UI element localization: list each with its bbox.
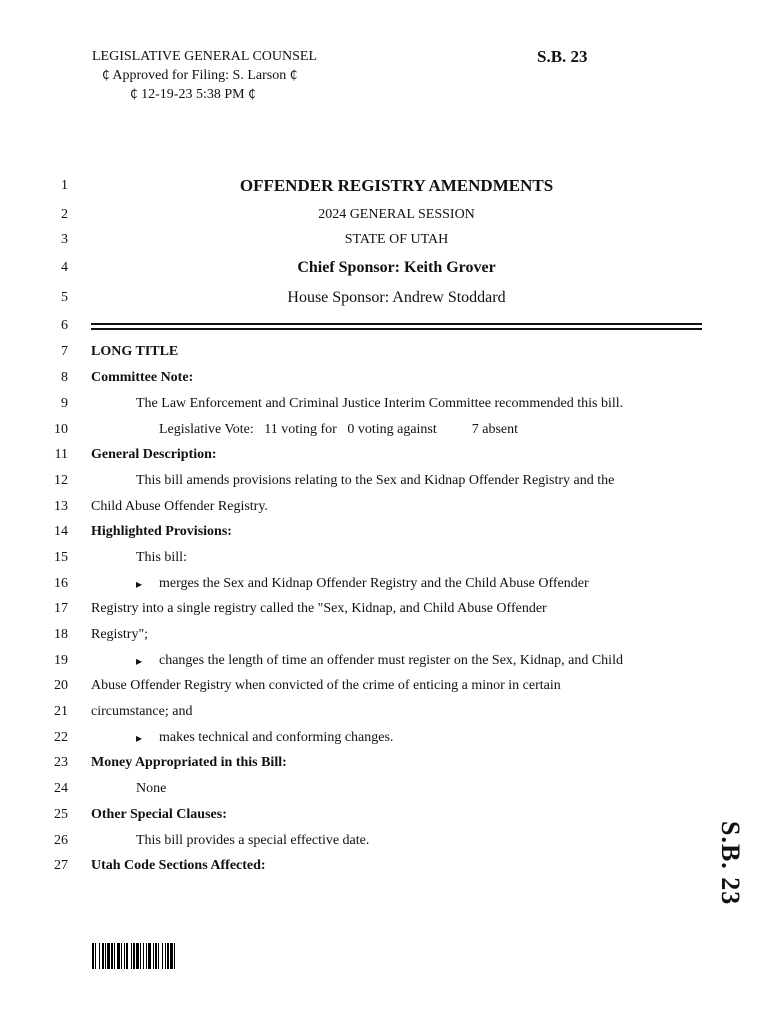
line-7 xyxy=(0,342,770,362)
body-text: This bill amends provisions relating to the Sex and Kidnap Offender Registry and the xyxy=(136,473,615,488)
title-divider xyxy=(91,328,702,330)
line-12 xyxy=(0,471,770,491)
line-number: 21 xyxy=(54,704,68,719)
bullet-icon: ▸ xyxy=(136,577,143,591)
line-number: 4 xyxy=(61,260,68,275)
line-number: 12 xyxy=(54,473,68,488)
section-heading: Committee Note: xyxy=(91,370,194,385)
line-number: 17 xyxy=(54,601,68,616)
section-heading: General Description: xyxy=(91,447,217,462)
section-heading: Utah Code Sections Affected: xyxy=(91,858,266,873)
legal-mark-icon: ₵ xyxy=(102,68,110,82)
line-15 xyxy=(0,548,770,568)
line-number: 20 xyxy=(54,678,68,693)
line-number: 5 xyxy=(61,290,68,305)
line-4 xyxy=(0,258,770,278)
line-27 xyxy=(0,856,770,876)
line-8 xyxy=(0,368,770,388)
section-heading: LONG TITLE xyxy=(91,344,179,359)
state-label: STATE OF UTAH xyxy=(344,232,449,247)
body-text: This bill: xyxy=(136,550,187,565)
body-text: Registry into a single registry called the "Sex, Kidnap, and Child Abuse Offender xyxy=(91,601,547,616)
vote-text: Legislative Vote: 11 voting for 0 voting against 7 absent xyxy=(159,422,519,437)
line-number: 2 xyxy=(61,207,68,222)
line-13 xyxy=(0,497,770,517)
line-19 xyxy=(0,651,770,671)
line-number: 25 xyxy=(54,807,68,822)
line-25 xyxy=(0,805,770,825)
line-9 xyxy=(0,394,770,414)
body-text: changes the length of time an offender must register on the Sex, Kidnap, and Child xyxy=(159,653,623,668)
line-number: 6 xyxy=(61,318,68,333)
line-number: 8 xyxy=(61,370,68,385)
line-20 xyxy=(0,676,770,696)
body-text: makes technical and conforming changes. xyxy=(159,730,394,745)
session-label: 2024 GENERAL SESSION xyxy=(318,207,475,222)
bullet-icon: ▸ xyxy=(136,731,143,745)
line-21 xyxy=(0,702,770,722)
line-number: 7 xyxy=(61,344,68,359)
barcode-image xyxy=(92,943,232,969)
line-number: 23 xyxy=(54,755,68,770)
line-2 xyxy=(0,205,770,225)
line-number: 10 xyxy=(54,422,68,437)
line-number: 11 xyxy=(54,447,68,462)
line-11 xyxy=(0,445,770,465)
approval-datetime: 12-19-23 5:38 PM xyxy=(141,87,245,102)
line-number: 16 xyxy=(54,576,68,591)
line-23 xyxy=(0,753,770,773)
side-bill-id: S.B. 23 xyxy=(716,820,745,906)
line-5 xyxy=(0,288,770,308)
line-number: 18 xyxy=(54,627,68,642)
bill-id: S.B. 23 xyxy=(537,47,588,66)
line-10 xyxy=(0,420,770,440)
line-number: 1 xyxy=(61,178,68,193)
legal-mark-icon: ₵ xyxy=(130,87,138,101)
line-number: 19 xyxy=(54,653,68,668)
house-sponsor: House Sponsor: Andrew Stoddard xyxy=(287,289,506,306)
bullet-icon: ▸ xyxy=(136,654,143,668)
line-17 xyxy=(0,599,770,619)
line-number: 24 xyxy=(54,781,68,796)
body-text: Registry"; xyxy=(91,627,149,642)
line-number: 22 xyxy=(54,730,68,745)
body-text: merges the Sex and Kidnap Offender Registry and the Child Abuse Offender xyxy=(159,576,589,591)
approval-text: Approved for Filing: S. Larson xyxy=(112,68,287,83)
line-1 xyxy=(0,176,770,196)
body-text: Abuse Offender Registry when convicted of the crime of enticing a minor in certain xyxy=(91,678,561,693)
body-text: This bill provides a special effective date. xyxy=(136,833,370,848)
legal-mark-icon: ₵ xyxy=(289,68,298,82)
line-18 xyxy=(0,625,770,645)
line-number: 14 xyxy=(54,524,68,539)
body-text: None xyxy=(136,781,167,796)
line-24 xyxy=(0,779,770,799)
line-3 xyxy=(0,230,770,250)
header-block xyxy=(92,47,317,104)
line-number: 27 xyxy=(54,858,68,873)
body-text: The Law Enforcement and Criminal Justice Interim Committee recommended this bill. xyxy=(136,396,624,411)
line-number: 13 xyxy=(54,499,68,514)
line-16 xyxy=(0,574,770,594)
section-heading: Money Appropriated in this Bill: xyxy=(91,755,287,770)
section-heading: Highlighted Provisions: xyxy=(91,524,232,539)
line-26 xyxy=(0,831,770,851)
title-divider xyxy=(91,323,702,325)
line-number: 26 xyxy=(54,833,68,848)
line-number: 9 xyxy=(61,396,68,411)
chief-sponsor: Chief Sponsor: Keith Grover xyxy=(297,259,496,276)
line-number: 3 xyxy=(61,232,68,247)
body-text: circumstance; and xyxy=(91,704,193,719)
section-heading: Other Special Clauses: xyxy=(91,807,227,822)
line-14 xyxy=(0,522,770,542)
legal-mark-icon: ₵ xyxy=(248,87,256,101)
line-number: 15 xyxy=(54,550,68,565)
bill-title: OFFENDER REGISTRY AMENDMENTS xyxy=(239,176,554,195)
line-6 xyxy=(0,316,770,336)
line-22 xyxy=(0,728,770,748)
body-text: Child Abuse Offender Registry. xyxy=(91,499,268,514)
counsel-label: LEGISLATIVE GENERAL COUNSEL xyxy=(92,49,318,64)
